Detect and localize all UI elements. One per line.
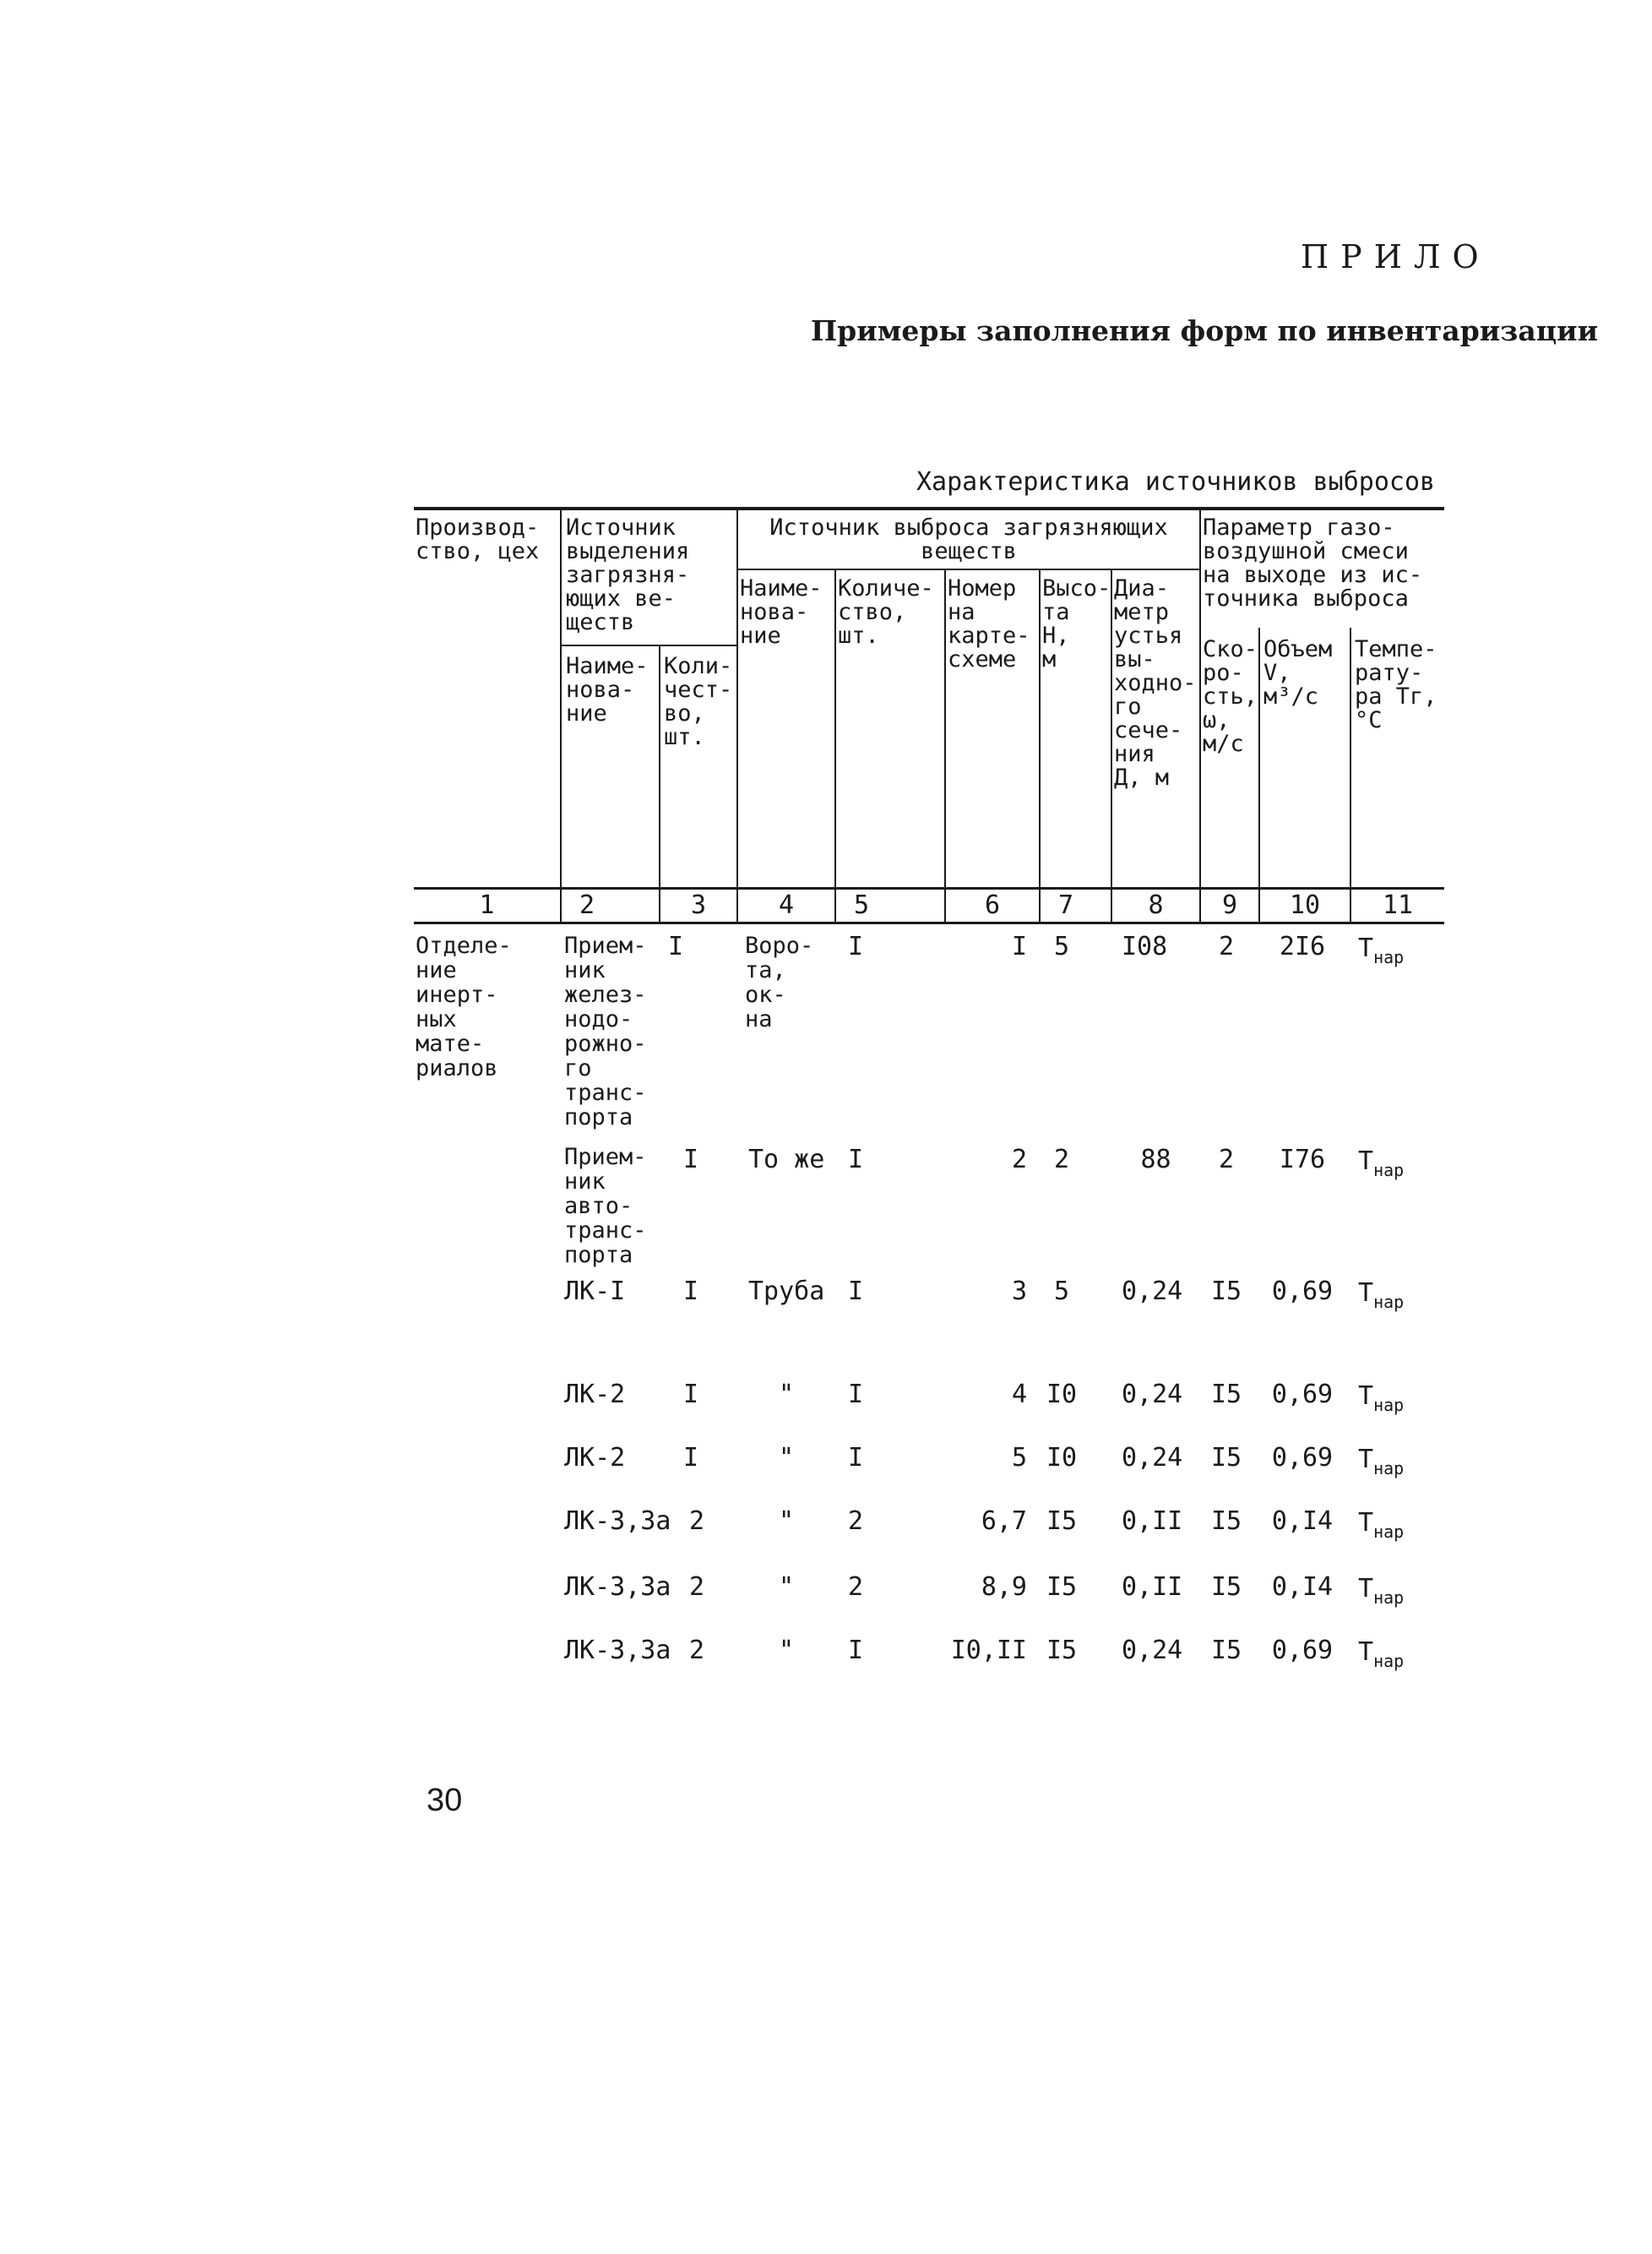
temp-subscript: нар <box>1373 947 1405 967</box>
col-rule-7 <box>1111 569 1112 923</box>
header-speed: Ско- ро- сть, ω, м/с <box>1203 636 1258 757</box>
row-3-speed: I5 <box>1210 1277 1242 1306</box>
col-rule-9 <box>1258 628 1260 923</box>
col-rule-10 <box>1350 628 1351 923</box>
row-8-height: I5 <box>1046 1636 1078 1665</box>
row-2-height: 2 <box>1053 1145 1070 1174</box>
table-caption: Характеристика источников выбросов <box>916 467 1436 497</box>
row-6-volume: 0,I4 <box>1271 1506 1334 1536</box>
document-title: Примеры заполнения форм по инвентаризации <box>811 314 1599 347</box>
col-rule-8 <box>1199 507 1201 923</box>
row-8-temperature <box>1358 1639 1443 1674</box>
col-rule-1 <box>560 507 562 923</box>
col-rule-5 <box>944 569 946 923</box>
row-7-speed: I5 <box>1210 1572 1242 1602</box>
row-4-release-count: I <box>682 1380 699 1409</box>
temp-symbol: Т <box>1358 934 1374 963</box>
row-2-release-count: I <box>682 1145 699 1174</box>
row-2-volume: I76 <box>1279 1145 1326 1174</box>
row-4-release-name: ЛК-2 <box>564 1380 626 1409</box>
header-bottom-rule <box>414 887 1444 890</box>
production-name: Отделе- ние инерт- ных мате- риалов <box>416 933 512 1081</box>
row-3-emission-count: I <box>848 1277 864 1306</box>
table-top-rule <box>414 507 1444 510</box>
row-6-height: I5 <box>1046 1506 1078 1536</box>
header-release-name: Наиме- нова- ние <box>566 653 649 727</box>
column-number: 5 <box>853 890 870 920</box>
row-5-diameter: 0,24 <box>1122 1443 1183 1473</box>
row-3-height: 5 <box>1053 1277 1070 1306</box>
temp-subscript: нар <box>1373 1522 1405 1542</box>
row-1-height: 5 <box>1053 932 1070 961</box>
temp-symbol: Т <box>1358 1445 1374 1474</box>
column-number: 4 <box>778 890 795 920</box>
numbers-bottom-rule <box>414 922 1444 924</box>
row-2-map-number: 2 <box>1011 1145 1027 1174</box>
row-1-emission-count: I <box>848 932 864 961</box>
column-number: 7 <box>1057 890 1074 920</box>
temp-symbol: Т <box>1358 1508 1374 1538</box>
row-6-release-count: 2 <box>689 1506 705 1536</box>
column-number: 2 <box>579 890 595 920</box>
header-production: Производ- ство, цех <box>416 514 540 564</box>
col-rule-6 <box>1039 569 1041 923</box>
row-5-emission-count: I <box>848 1443 864 1473</box>
column-number: 3 <box>690 890 707 920</box>
temp-symbol: Т <box>1358 1278 1374 1308</box>
row-2-emission-name: То же <box>748 1145 825 1174</box>
column-number: 1 <box>479 890 495 920</box>
row-7-diameter: 0,II <box>1122 1572 1183 1602</box>
row-8-map-number: I0,II <box>950 1636 1027 1665</box>
row-5-emission-name: " <box>778 1443 795 1473</box>
row-7-volume: 0,I4 <box>1271 1572 1334 1602</box>
row-2-speed: 2 <box>1218 1145 1235 1174</box>
column-number: 11 <box>1382 890 1414 920</box>
row-6-speed: I5 <box>1210 1506 1242 1536</box>
row-1-release-name: Прием- ник желез- нодо- рожно- го транс- порта <box>564 933 647 1130</box>
row-7-emission-name: " <box>778 1572 795 1602</box>
row-7-emission-count: 2 <box>848 1572 864 1602</box>
header-release-count: Коли- чест- во, шт. <box>664 653 733 750</box>
row-4-emission-name: " <box>778 1380 795 1409</box>
appendix-label: ПРИЛО <box>1301 238 1491 275</box>
col-rule-3 <box>736 507 738 923</box>
row-5-speed: I5 <box>1210 1443 1242 1473</box>
row-4-speed: I5 <box>1210 1380 1242 1409</box>
emission-sources-table <box>414 503 1444 1719</box>
row-8-speed: I5 <box>1210 1636 1242 1665</box>
header-map-number: Номер на карте- схеме <box>948 575 1030 672</box>
row-4-volume: 0,69 <box>1271 1380 1334 1409</box>
header-gas-parameters: Параметр газо- воздушной смеси на выходе из ис- точника выброса <box>1203 514 1423 612</box>
column-number: 9 <box>1221 890 1238 920</box>
row-2-emission-count: I <box>848 1145 864 1174</box>
temp-subscript: нар <box>1373 1292 1405 1312</box>
row-1-release-count: I <box>667 932 684 961</box>
row-8-release-name: ЛК-3,3а <box>564 1636 671 1665</box>
row-1-diameter: I08 <box>1122 932 1168 961</box>
row-5-release-name: ЛК-2 <box>564 1443 626 1473</box>
row-1-volume: 2I6 <box>1279 932 1326 961</box>
row-3-release-count: I <box>682 1277 699 1306</box>
temp-symbol: Т <box>1358 1381 1374 1411</box>
row-5-map-number: 5 <box>1011 1443 1027 1473</box>
row-3-volume: 0,69 <box>1271 1277 1334 1306</box>
row-6-emission-count: 2 <box>848 1506 864 1536</box>
row-1-emission-name: Воро- та, ок- на <box>745 933 814 1032</box>
row-7-release-count: 2 <box>689 1572 705 1602</box>
header-emission-source: Источник выброса загрязняющих веществ <box>769 514 1168 564</box>
col-rule-2 <box>659 645 660 923</box>
column-number: 8 <box>1148 890 1164 920</box>
page-number: 30 <box>427 1783 463 1818</box>
header-emission-name: Наиме- нова- ние <box>740 575 823 649</box>
row-3-map-number: 3 <box>1011 1277 1027 1306</box>
header-release-source: Источник выделения загрязня- ющих ве- ществ <box>566 514 690 635</box>
row-7-release-name: ЛК-3,3а <box>564 1572 671 1602</box>
header-emission-count: Количе- ство, шт. <box>838 575 934 649</box>
row-2-diameter: 88 <box>1140 1145 1171 1174</box>
row-6-map-number: 6,7 <box>981 1506 1027 1536</box>
temp-symbol: Т <box>1358 1637 1374 1667</box>
row-8-emission-count: I <box>848 1636 864 1665</box>
temp-subscript: нар <box>1373 1651 1405 1671</box>
temp-subscript: нар <box>1373 1587 1405 1608</box>
row-3-diameter: 0,24 <box>1122 1277 1183 1306</box>
row-4-diameter: 0,24 <box>1122 1380 1183 1409</box>
row-8-diameter: 0,24 <box>1122 1636 1183 1665</box>
row-6-release-name: ЛК-3,3а <box>564 1506 671 1536</box>
header-temperature: Темпе- рату- ра Тг, °С <box>1355 636 1437 733</box>
row-7-temperature <box>1358 1576 1443 1611</box>
row-5-release-count: I <box>682 1443 699 1473</box>
group2-bottom-rule <box>562 645 736 646</box>
row-5-height: I0 <box>1046 1443 1078 1473</box>
header-diameter: Диа- метр устья вы- ходно- го сече- ния Д, м <box>1114 575 1197 791</box>
row-7-height: I5 <box>1046 1572 1078 1602</box>
header-volume: Объем V, м³/с <box>1263 636 1333 710</box>
row-1-speed: 2 <box>1218 932 1235 961</box>
col-rule-4 <box>834 569 836 923</box>
row-4-height: I0 <box>1046 1380 1078 1409</box>
temp-subscript: нар <box>1373 1395 1405 1415</box>
row-4-temperature <box>1358 1383 1443 1418</box>
column-number: 6 <box>984 890 1001 920</box>
row-4-map-number: 4 <box>1011 1380 1027 1409</box>
row-8-release-count: 2 <box>689 1636 705 1665</box>
row-1-map-number: I <box>1011 932 1027 961</box>
row-3-emission-name: Труба <box>748 1277 825 1306</box>
temp-subscript: нар <box>1373 1160 1405 1180</box>
row-6-emission-name: " <box>778 1506 795 1536</box>
temp-symbol: Т <box>1358 1146 1374 1176</box>
row-4-emission-count: I <box>848 1380 864 1409</box>
row-8-volume: 0,69 <box>1271 1636 1334 1665</box>
row-5-volume: 0,69 <box>1271 1443 1334 1473</box>
row-6-temperature <box>1358 1510 1443 1545</box>
row-2-temperature <box>1358 1148 1443 1184</box>
header-height: Высо- та Н, м <box>1042 575 1111 672</box>
row-8-emission-name: " <box>778 1636 795 1665</box>
row-7-map-number: 8,9 <box>981 1572 1027 1602</box>
row-3-release-name: ЛК-I <box>564 1277 626 1306</box>
row-5-temperature <box>1358 1446 1443 1482</box>
row-1-temperature <box>1358 935 1443 971</box>
column-number: 10 <box>1289 890 1321 920</box>
row-6-diameter: 0,II <box>1122 1506 1183 1536</box>
row-2-release-name: Прием- ник авто- транс- порта <box>564 1144 647 1268</box>
group3-bottom-rule <box>736 569 1199 570</box>
row-3-temperature <box>1358 1280 1443 1315</box>
temp-subscript: нар <box>1373 1458 1405 1478</box>
temp-symbol: Т <box>1358 1574 1374 1603</box>
